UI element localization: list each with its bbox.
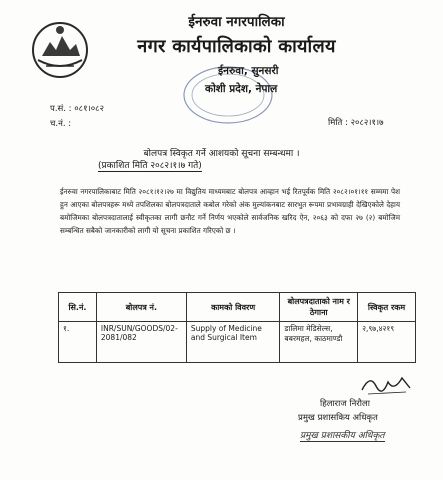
notice-body: ईनरुवा नगरपालिकाबाट मिति २०८१।१२।२७ मा विद्युतिय माध्यमबाट बोलपत्र आव्हान भई रितपूर्वक मिति २०८२।०१।११ सम्ममा पेश हुन आएका बोलपत्रहरू मध्ये तपशिलका बोलपत्रदाताले कबोल गरेको अंक मुल्यांकनबाट सारभुत रूपमा प्रभावग्राही देखिएकोले देहाय बमोजिमका बोलपत्रदातालाई स्वीकृतका लागी छनौट गर्ने निर्णय भएकोले सार्वजनिक खरिद ऐन, २०६३ को दफा २७ (२) बमोजिम सम्बन्धित सबैको जानकारीको लागी यो सूचना प्रकाशित गरिएको छ । [60,187,400,235]
col-approved-amount: स्विकृत रकम [358,293,416,322]
office-title: नगर कार्यपालिकाको कार्यालय [137,36,336,57]
table-header-row [59,293,416,322]
province-line: कोशी प्रदेश, नेपाल [205,83,278,95]
district-line: ईनरुवा, सुनसरी [218,65,279,77]
reference-number: प.सं. : ०८१।०८२ [50,104,104,114]
municipality-name: ईनरुवा नगरपालिका [188,14,285,30]
cell-bidder: डालिमा मेडिसेल्स, बबरमहल, काठमाण्डौ [280,322,358,363]
award-table [58,292,416,363]
cell-serial: १. [59,322,97,363]
dispatch-number: च.नं. : [50,119,72,129]
col-bidder: बोलपत्रदाताको नाम र ठेगाना [280,293,358,322]
published-date: (प्रकाशित मिति २०८२।१।७ गते) [98,158,202,172]
cell-bid-number: INR/SUN/GOODS/02-2081/082 [96,322,186,363]
notice-subject: बोलपत्र स्विकृत गर्ने आशयको सूचना सम्बन्धमा । [143,149,300,159]
cell-work-description: Supply of Medicine and Surgical Item [186,322,280,363]
signature-icon [358,370,418,398]
signatory-name: हिलाराज निरौला [320,399,370,409]
col-work-description: कामको विवरण [186,293,280,322]
document-date: मिति : २०८२।१।७ [328,118,384,128]
designation-stamp: प्रमुख प्रशासकीय अधिकृत [300,428,385,442]
table-row [59,322,416,363]
col-bid-number: बोलपत्र नं. [96,293,186,322]
signatory-designation: प्रमुख प्रशासकिय अधिकृत [298,413,378,423]
cell-approved-amount: २,९७,४२१९ [358,322,416,363]
col-serial: सि.नं. [59,293,97,322]
